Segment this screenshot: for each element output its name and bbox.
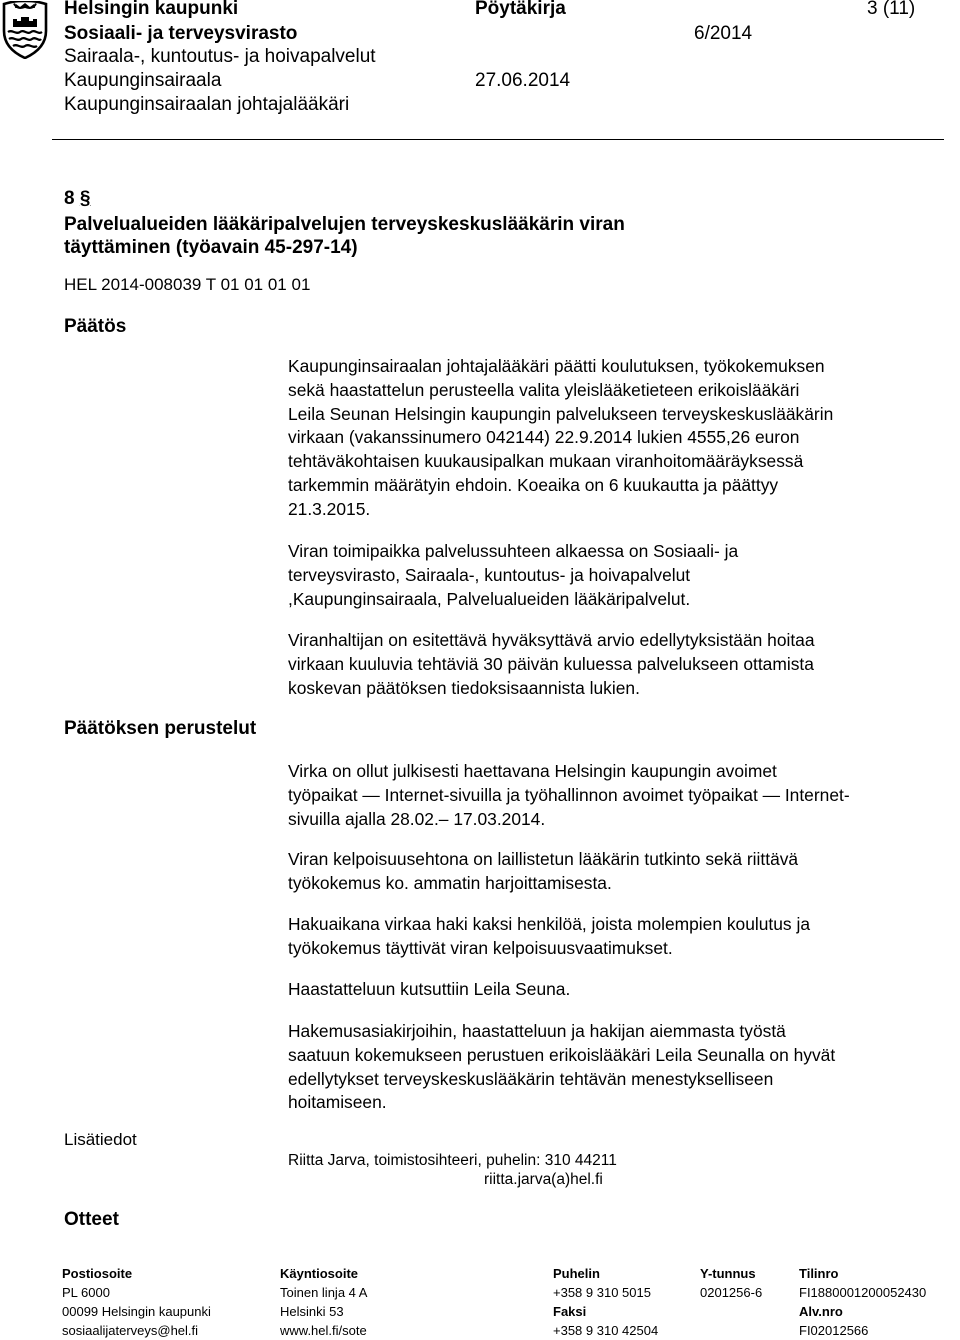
page-number: 3 (11) (867, 0, 916, 19)
text-line: terveysvirasto, Sairaala-, kuntoutus- ja hoivapalvelut (288, 564, 691, 585)
org-name: Helsingin kaupunki (64, 0, 239, 19)
text-line: sivuilla ajalla 28.02.– 17.03.2014. (288, 808, 546, 829)
justification-paragraph-posting (288, 760, 948, 831)
text-line: Viran toimipaikka palvelussuhteen alkaessa on Sosiaali- ja (288, 541, 739, 561)
text-line: työpaikat — Internet-sivuilla ja työhallinnon avoimet työpaikat — Internet- (288, 784, 850, 805)
footer-postal-city: 00099 Helsingin kaupunki (62, 1304, 211, 1319)
contact-email: riitta.jarva(a)hel.fi (484, 1171, 603, 1188)
footer-phone-label: Puhelin (553, 1266, 600, 1281)
decision-paragraph (288, 355, 948, 522)
footer-visit-label: Käyntiosoite (280, 1266, 359, 1281)
item-title-line-1: Palvelualueiden lääkäripalvelujen terveyskeskuslääkärin viran (64, 214, 625, 235)
decision-label: Päätös (64, 316, 127, 337)
footer-account (799, 1264, 926, 1340)
health-assessment-paragraph (288, 629, 948, 700)
text-line: virkaan (vakanssinumero 042144) 22.9.2014 lukien 4555,26 euron (288, 427, 800, 448)
text-line: tarkemmin määrätyin ehdoin. Koeaika on 6 kuukautta ja päättyy (288, 474, 779, 495)
header-divider (52, 139, 944, 140)
item-number: 8 § (64, 188, 91, 209)
justification-paragraph-applicants (288, 913, 948, 961)
official-title: Kaupunginsairaalan johtajalääkäri (64, 94, 350, 115)
document-number: 6/2014 (694, 23, 753, 44)
text-line: hoitamiseen. (288, 1092, 387, 1113)
footer-business-id-value: 0201256-6 (700, 1285, 763, 1300)
text-line: Virka on ollut julkisesti haettavana Helsingin kaupungin avoimet (288, 761, 777, 781)
text-line: Viranhaltijan on esitettävä hyväksyttävä arvio edellytyksistään hoitaa (288, 630, 815, 650)
footer-business-id (700, 1264, 762, 1302)
unit-name: Sairaala-, kuntoutus- ja hoivapalvelut (64, 46, 376, 67)
footer-fax-value: +358 9 310 42504 (553, 1323, 659, 1338)
extracts-label: Otteet (64, 1209, 119, 1230)
document-date: 27.06.2014 (475, 70, 571, 91)
justification-paragraph-assessment (288, 1020, 948, 1115)
footer-phone-fax (553, 1264, 658, 1340)
item-title-line-2: täyttäminen (työavain 45-297-14) (64, 237, 358, 258)
more-info-label: Lisätiedot (64, 1130, 137, 1149)
footer-business-id-label: Y-tunnus (700, 1266, 756, 1281)
footer-vat-value: FI02012566 (799, 1323, 869, 1338)
text-line: koskevan päätöksen tiedoksisaannista lukien. (288, 677, 640, 698)
text-line: Viran kelpoisuusehtona on laillistetun lääkärin tutkinto sekä riittävä (288, 849, 799, 869)
justification-paragraph-interview (288, 978, 948, 1002)
footer-postal-label: Postiosoite (62, 1266, 133, 1281)
text-line: Kaupunginsairaalan johtajalääkäri päätti koulutuksen, työkokemuksen (288, 356, 825, 376)
footer-phone-value: +358 9 310 5015 (553, 1285, 651, 1300)
footer-website: www.hel.fi/sote (280, 1323, 367, 1338)
footer-vat-label: Alv.nro (799, 1304, 843, 1319)
text-line: tehtäväkohtaisen kuukausipalkan mukaan viranhoitomääräyksessä (288, 451, 804, 472)
text-line: virkaan kuuluvia tehtäviä 30 päivän kuluessa palvelukseen ottamista (288, 653, 814, 674)
text-line: 21.3.2015. (288, 498, 371, 519)
text-line: työkokemus täyttivät viran kelpoisuusvaatimukset. (288, 937, 673, 958)
department-name: Sosiaali- ja terveysvirasto (64, 23, 298, 44)
workplace-paragraph (288, 540, 948, 611)
footer-email: sosiaalijaterveys@hel.fi (62, 1323, 199, 1338)
footer-postal-box: PL 6000 (62, 1285, 110, 1300)
footer-visit (280, 1264, 367, 1340)
section-mark: § (79, 188, 91, 209)
item-reference: HEL 2014-008039 T 01 01 01 01 (64, 275, 311, 294)
contact-person: Riitta Jarva, toimistosihteeri, puhelin: 310 44211 (288, 1152, 617, 1169)
text-line: ,Kaupunginsairaala, Palvelualueiden lääkäripalvelut. (288, 588, 691, 609)
text-line: työkokemus ko. ammatin harjoittamisesta. (288, 872, 612, 893)
footer-fax-label: Faksi (553, 1304, 587, 1319)
text-line: Hakemusasiakirjoihin, haastatteluun ja hakijan aiemmasta työstä (288, 1021, 786, 1041)
text-line: Hakuaikana virkaa haki kaksi henkilöä, joista molempien koulutus ja (288, 914, 810, 934)
text-line: sekä haastattelun perusteella valita yleislääketieteen erikoislääkäri (288, 379, 800, 400)
document-type: Pöytäkirja (475, 0, 566, 19)
text-line: Haastatteluun kutsuttiin Leila Seuna. (288, 979, 571, 999)
sub-unit-name: Kaupunginsairaala (64, 70, 222, 91)
helsinki-coat-of-arms-logo (1, 1, 49, 59)
text-line: edellytykset terveyskeskuslääkärin tehtävän menestykselliseen (288, 1068, 774, 1089)
footer-visit-street: Toinen linja 4 A (280, 1285, 368, 1300)
text-line: saatuun kokemukseen perustuen erikoislääkäri Leila Seunalla on hyvät (288, 1044, 836, 1065)
footer-account-label: Tilinro (799, 1266, 839, 1281)
justification-label: Päätöksen perustelut (64, 718, 257, 739)
footer-account-value: FI1880001200052430 (799, 1285, 927, 1300)
footer-visit-city: Helsinki 53 (280, 1304, 344, 1319)
justification-paragraph-qualification (288, 848, 948, 896)
text-line: Leila Seunan Helsingin kaupungin palvelukseen terveyskeskuslääkärin (288, 403, 834, 424)
footer-postal (62, 1264, 211, 1340)
